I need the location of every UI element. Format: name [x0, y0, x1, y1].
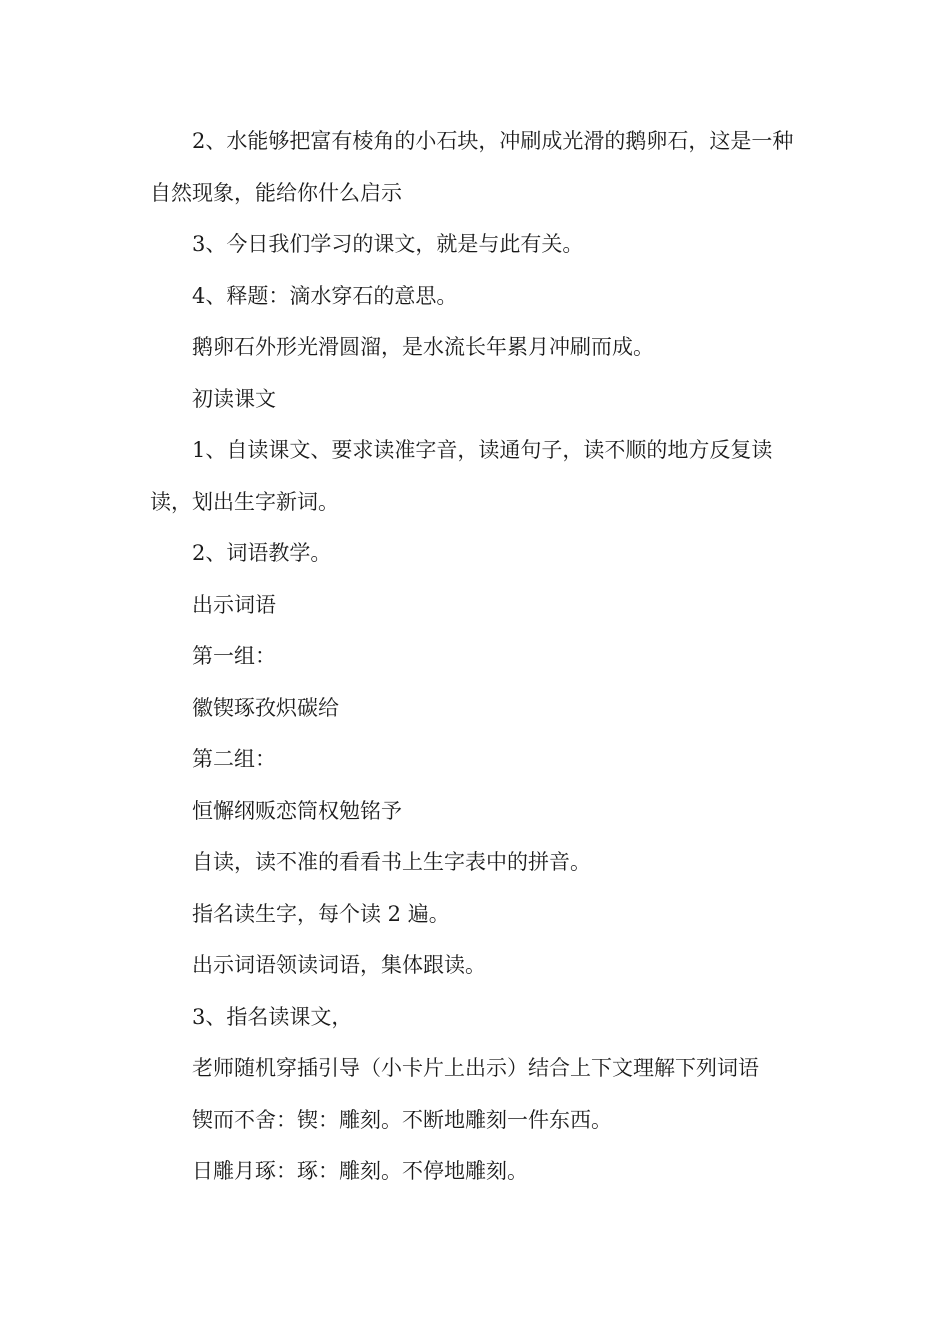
- group-one-words: 徽锲琢孜炽碳给: [192, 695, 339, 720]
- group-one-label: 第一组：: [192, 644, 276, 668]
- document-body: [150, 116, 800, 1198]
- paragraph-19: 日雕月琢：琢：雕刻。不停地雕刻。: [192, 1159, 528, 1183]
- group-two-label: 第二组：: [192, 747, 276, 771]
- paragraph-3: 4、释题：滴水穿石的意思。: [192, 283, 458, 308]
- paragraph-15: 出示词语领读词语，集体跟读。: [192, 953, 486, 977]
- paragraph-18: 锲而不舍：锲：雕刻。不断地雕刻一件东西。: [192, 1107, 612, 1132]
- group-two-words: 恒懈纲贩恋筒权勉铭予: [192, 798, 402, 823]
- paragraph-7: 2、词语教学。: [192, 541, 332, 565]
- paragraph-4: 鹅卵石外形光滑圆溜，是水流长年累月冲刷而成。: [192, 335, 654, 359]
- paragraph-2: 3、今日我们学习的课文，就是与此有关。: [192, 232, 584, 256]
- paragraph-14: 指名读生字，每个读 2 遍。: [192, 901, 450, 926]
- paragraph-17: 老师随机穿插引导（小卡片上出示）结合上下文理解下列词语: [192, 1056, 759, 1080]
- paragraph-6: 1、自读课文、要求读准字音，读通句子，读不顺的地方反复读读，划出生字新词。: [150, 438, 773, 514]
- paragraph-1: 2、水能够把富有棱角的小石块，冲刷成光滑的鹅卵石，这是一种自然现象，能给你什么启示: [150, 129, 794, 205]
- paragraph-16: 3、指名读课文，: [192, 1004, 353, 1029]
- paragraph-8: 出示词语: [192, 592, 276, 617]
- section-heading-first-reading: 初读课文: [192, 386, 276, 411]
- paragraph-13: 自读，读不准的看看书上生字表中的拼音。: [192, 850, 591, 874]
